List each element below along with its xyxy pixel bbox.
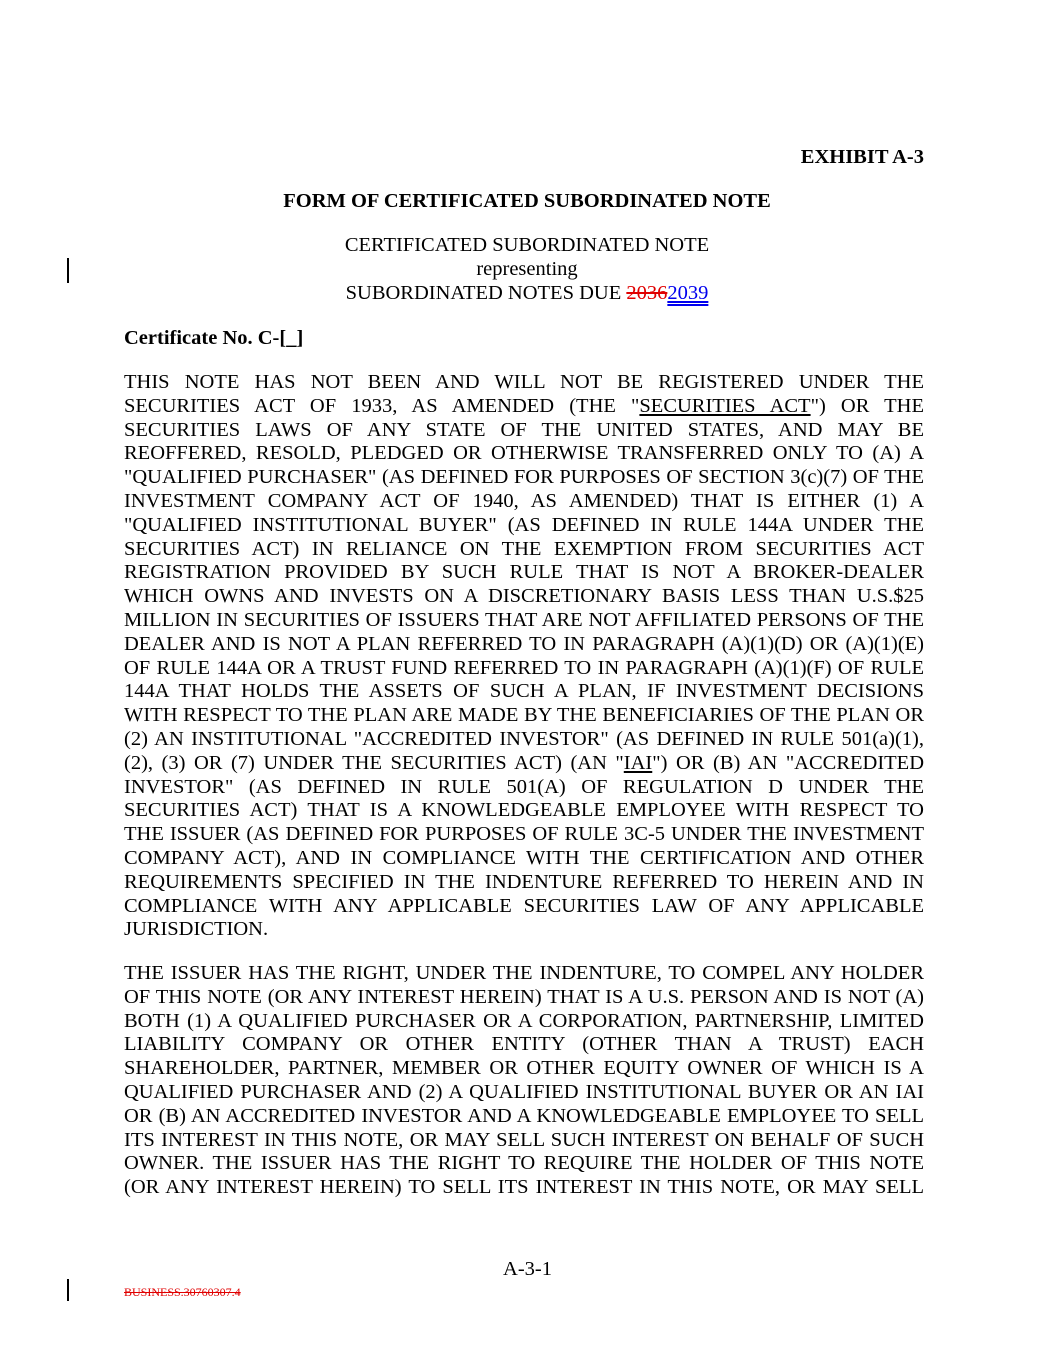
- change-bar: [67, 258, 69, 283]
- note-heading-line3: [124, 282, 930, 306]
- paragraph-line: OF RULE 144A OR A TRUST FUND REFERRED TO IN PARAGRAPH (A)(1)(F) OF RULE: [124, 656, 924, 679]
- paragraph-line: SECURITIES ACT) IN RELIANCE ON THE EXEMPTION FROM SECURITIES ACT: [124, 537, 924, 560]
- deleted-year: 2036: [626, 281, 668, 304]
- paragraph-line: COMPLIANCE WITH ANY APPLICABLE SECURITIES LAW OF ANY APPLICABLE: [124, 894, 924, 917]
- footer-document-id: BUSINESS.30760307.4: [124, 1285, 241, 1299]
- note-heading: [124, 234, 930, 305]
- paragraph-line: WITH RESPECT TO THE PLAN ARE MADE BY THE BENEFICIARIES OF THE PLAN OR: [124, 704, 924, 727]
- paragraph-line: THE ISSUER (AS DEFINED FOR PURPOSES OF RULE 3C-5 UNDER THE INVESTMENT: [124, 823, 924, 846]
- paragraph-line: (OR ANY INTEREST HEREIN) TO SELL ITS INTEREST IN THIS NOTE, OR MAY SELL: [124, 1176, 924, 1199]
- paragraph-line: REGISTRATION PROVIDED BY SUCH RULE THAT IS NOT A BROKER-DEALER: [124, 561, 924, 584]
- text-segment: ") OR (B) AN "ACCREDITED: [652, 751, 924, 774]
- paragraph-line: "QUALIFIED PURCHASER" (AS DEFINED FOR PURPOSES OF SECTION 3(c)(7) OF THE: [124, 466, 924, 489]
- page-number: A-3-1: [503, 1258, 552, 1280]
- inserted-year: 2039: [667, 281, 709, 304]
- paragraph-line: ITS INTEREST IN THIS NOTE, OR MAY SELL SUCH INTEREST ON BEHALF OF SUCH: [124, 1128, 924, 1151]
- paragraph-line: INVESTOR" (AS DEFINED IN RULE 501(A) OF REGULATION D UNDER THE: [124, 775, 924, 798]
- paragraph-line: THE ISSUER HAS THE RIGHT, UNDER THE INDENTURE, TO COMPEL ANY HOLDER: [124, 962, 924, 984]
- paragraph-line: REQUIREMENTS SPECIFIED IN THE INDENTURE REFERRED TO HEREIN AND IN: [124, 870, 924, 893]
- paragraph-line: JURISDICTION.: [124, 918, 269, 941]
- paragraph-line: (2) AN INSTITUTIONAL "ACCREDITED INVESTOR" (AS DEFINED IN RULE 501(a)(1),: [124, 727, 924, 750]
- paragraph-line: COMPANY ACT), AND IN COMPLIANCE WITH THE CERTIFICATION AND OTHER: [124, 846, 924, 869]
- paragraph-line: DEALER AND IS NOT A PLAN REFERRED TO IN PARAGRAPH (A)(1)(D) OR (A)(1)(E): [124, 632, 924, 655]
- note-heading-line1: CERTIFICATED SUBORDINATED NOTE: [344, 234, 710, 256]
- paragraph-line: BOTH (1) A QUALIFIED PURCHASER OR A CORPORATION, PARTNERSHIP, LIMITED: [124, 1009, 924, 1032]
- text-segment: ") OR THE: [810, 394, 924, 417]
- paragraph-line: "QUALIFIED INSTITUTIONAL BUYER" (AS DEFINED IN RULE 144A UNDER THE: [124, 513, 924, 536]
- paragraph-line: 144A THAT HOLDS THE ASSETS OF SUCH A PLAN, IF INVESTMENT DECISIONS: [124, 680, 924, 703]
- legend-paragraph-1: [124, 371, 924, 942]
- exhibit-label: EXHIBIT A-3: [800, 146, 924, 168]
- legend-paragraph-2: [124, 962, 924, 1200]
- paragraph-line: INVESTMENT COMPANY ACT OF 1940, AS AMENDED) THAT IS EITHER (1) A: [124, 489, 924, 512]
- certificate-number: Certificate No. C-[_]: [124, 327, 304, 349]
- paragraph-line: QUALIFIED PURCHASER AND (2) A QUALIFIED INSTITUTIONAL BUYER OR AN IAI: [124, 1080, 924, 1103]
- paragraph-line: OWNER. THE ISSUER HAS THE RIGHT TO REQUIRE THE HOLDER OF THIS NOTE: [124, 1152, 924, 1175]
- paragraph-line: LIABILITY COMPANY OR OTHER ENTITY (OTHER THAN A TRUST) EACH: [124, 1033, 924, 1056]
- paragraph-line: SHAREHOLDER, PARTNER, MEMBER OR OTHER EQUITY OWNER OF WHICH IS A: [124, 1057, 924, 1080]
- paragraph-line: OF THIS NOTE (OR ANY INTEREST HEREIN) THAT IS A U.S. PERSON AND IS NOT (A): [124, 985, 924, 1008]
- paragraph-line: [124, 395, 924, 419]
- form-title: FORM OF CERTIFICATED SUBORDINATED NOTE: [283, 190, 771, 212]
- paragraph-line: MILLION IN SECURITIES OF ISSUERS THAT ARE NOT AFFILIATED PERSONS OF THE: [124, 608, 924, 631]
- defined-term: IAI: [623, 751, 653, 774]
- text-segment: SECURITIES ACT OF 1933, AS AMENDED (THE ": [124, 394, 640, 417]
- paragraph-line: SECURITIES LAWS OF ANY STATE OF THE UNITED STATES, AND MAY BE: [124, 418, 924, 441]
- paragraph-line: SECURITIES ACT) THAT IS A KNOWLEDGEABLE EMPLOYEE WITH RESPECT TO: [124, 799, 924, 822]
- note-heading-line2: representing: [476, 257, 578, 280]
- defined-term: SECURITIES ACT: [639, 394, 811, 417]
- paragraph-line: WHICH OWNS AND INVESTS ON A DISCRETIONARY BASIS LESS THAN U.S.$25: [124, 585, 924, 608]
- paragraph-line: THIS NOTE HAS NOT BEEN AND WILL NOT BE REGISTERED UNDER THE: [124, 371, 924, 393]
- paragraph-line: REOFFERED, RESOLD, PLEDGED OR OTHERWISE TRANSFERRED ONLY TO (A) A: [124, 442, 924, 465]
- change-bar: [67, 1279, 69, 1301]
- paragraph-line: OR (B) AN ACCREDITED INVESTOR AND A KNOWLEDGEABLE EMPLOYEE TO SELL: [124, 1104, 924, 1127]
- paragraph-line: [124, 752, 924, 776]
- note-heading-prefix: SUBORDINATED NOTES DUE: [345, 281, 627, 304]
- text-segment: (2), (3) OR (7) UNDER THE SECURITIES ACT) (AN ": [124, 751, 624, 774]
